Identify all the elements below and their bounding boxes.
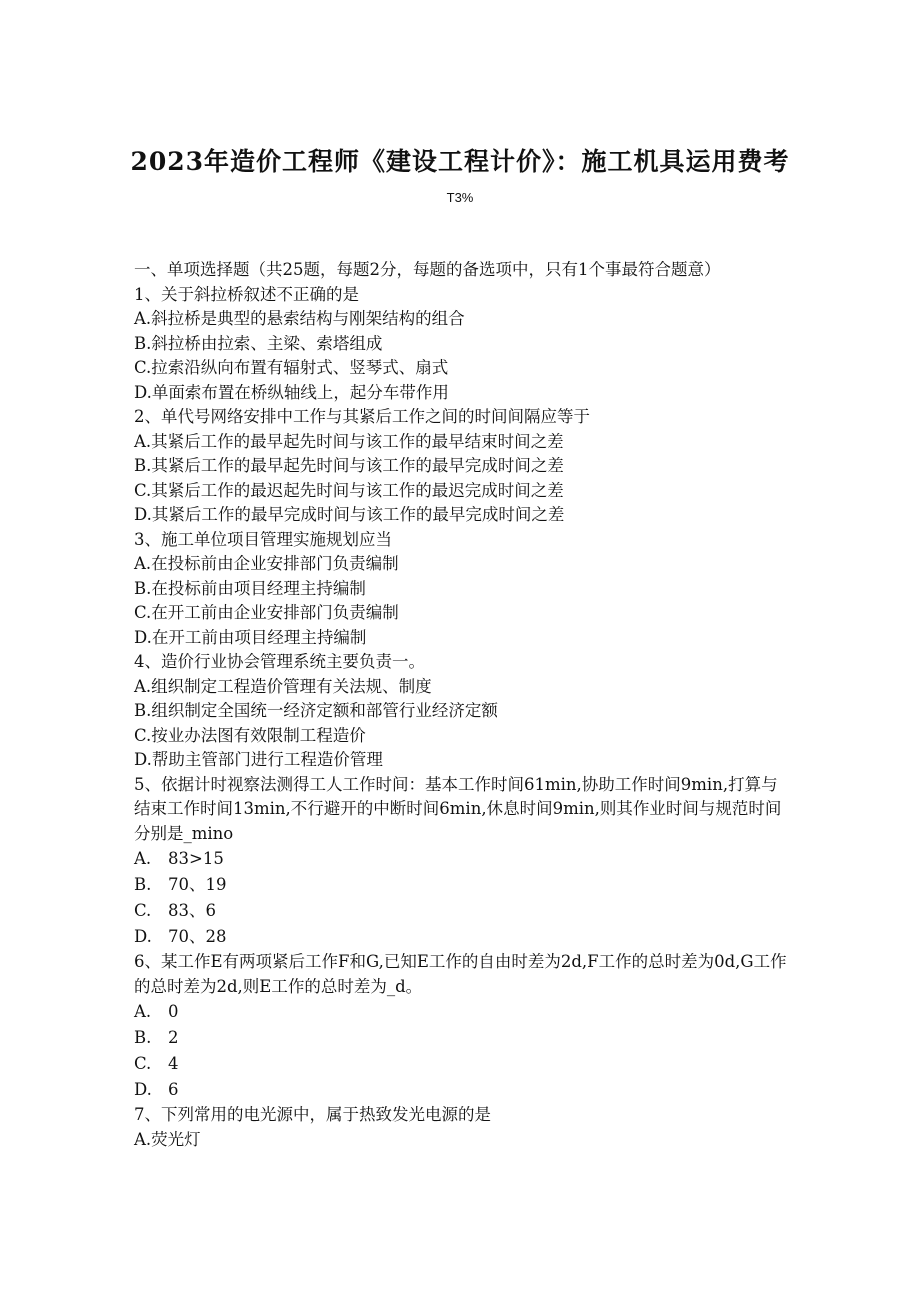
option: A.组织制定工程造价管理有关法规、制度 <box>134 676 432 696</box>
option-key: D. <box>134 1080 152 1099</box>
option <box>134 846 794 872</box>
option-text: 70、28 <box>168 927 227 946</box>
question-stem: 6、某工作E有两项紧后工作F和G,已知E工作的自由时差为2d,F工作的总时差为0d,G工作的总时差为2d,则E工作的总时差为_d。 <box>134 952 787 996</box>
option: D.在开工前由项目经理主持编制 <box>134 627 367 647</box>
option: D.其紧后工作的最早完成时间与该工作的最早完成时间之差 <box>134 505 565 524</box>
option-text: 4 <box>168 1054 179 1073</box>
option-key: A. <box>134 1002 152 1021</box>
option: A.在投标前由企业安排部门负责编制 <box>134 554 399 573</box>
option <box>134 999 794 1025</box>
option-text: 70、19 <box>168 875 227 894</box>
option: C.拉索沿纵向布置有辐射式、竖琴式、扇式 <box>134 358 449 377</box>
option: D.帮助主管部门进行工程造价管理 <box>134 750 383 769</box>
option-key: C. <box>134 1054 152 1073</box>
option: B.其紧后工作的最早起先时间与该工作的最早完成时间之差 <box>134 456 564 475</box>
option: D.单面索布置在桥纵轴线上，起分车带作用 <box>134 382 449 402</box>
option-text: 6 <box>168 1080 179 1099</box>
document-body <box>134 258 794 1152</box>
option <box>134 898 794 924</box>
section-heading: 一、单项选择题（共25题，每题2分，每题的备选项中，只有1个事最符合题意） <box>134 260 721 279</box>
question-stem: 2、单代号网络安排中工作与其紧后工作之间的时间间隔应等于 <box>134 407 590 426</box>
option: B.组织制定全国统一经济定额和部管行业经济定额 <box>134 701 498 720</box>
option <box>134 872 794 898</box>
option-text: 0 <box>168 1002 179 1021</box>
question-stem: 4、造价行业协会管理系统主要负责一。 <box>134 652 425 671</box>
option-key: B. <box>134 875 152 894</box>
option <box>134 1051 794 1077</box>
option: A.其紧后工作的最早起先时间与该工作的最早结束时间之差 <box>134 431 564 451</box>
option <box>134 924 794 950</box>
option-key: A. <box>134 849 152 868</box>
option <box>134 1077 794 1103</box>
option-text: 83>15 <box>168 849 224 868</box>
question-stem: 7、下列常用的电光源中，属于热致发光电源的是 <box>134 1105 491 1124</box>
option: B.斜拉桥由拉索、主梁、索塔组成 <box>134 333 383 353</box>
question-stem: 5、依据计时视察法测得工人工作时间：基本工作时间61min,协助工作时间9min,打算与结束工作时间13min,不行避开的中断时间6min,休息时间9min,则其作业时间与规范时间分别是_mino <box>134 774 782 843</box>
option-key: B. <box>134 1028 152 1047</box>
option: C.按业办法图有效限制工程造价 <box>134 725 366 745</box>
question-stem: 1、关于斜拉桥叙述不正确的是 <box>134 284 359 304</box>
document-subtitle: T3% <box>446 190 474 205</box>
option: C.在开工前由企业安排部门负责编制 <box>134 603 399 622</box>
document-title: 2023年造价工程师《建设工程计价》：施工机具运用费考 <box>130 147 790 176</box>
option: B.在投标前由项目经理主持编制 <box>134 578 366 598</box>
option-text: 2 <box>168 1028 179 1047</box>
option: A.荧光灯 <box>134 1129 201 1149</box>
option: A.斜拉桥是典型的悬索结构与刚架结构的组合 <box>134 309 465 328</box>
question-stem: 3、施工单位项目管理实施规划应当 <box>134 529 392 549</box>
option-key: D. <box>134 927 152 946</box>
option: C.其紧后工作的最迟起先时间与该工作的最迟完成时间之差 <box>134 480 564 500</box>
option <box>134 1025 794 1051</box>
option-text: 83、6 <box>168 901 216 920</box>
option-key: C. <box>134 901 152 920</box>
